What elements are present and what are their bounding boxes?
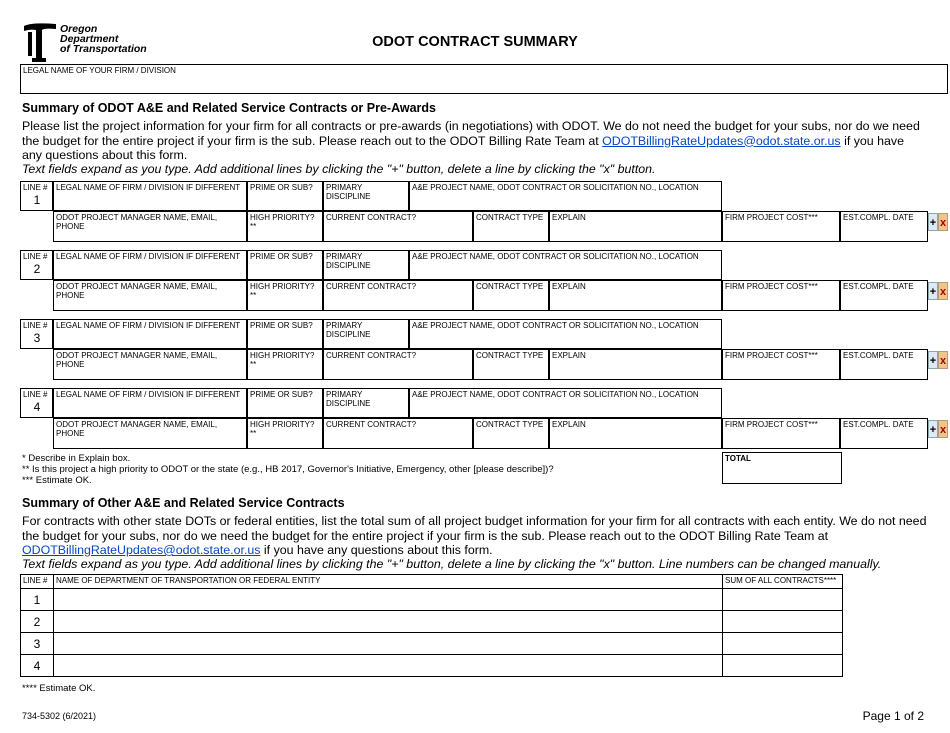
prime-sub-field[interactable] xyxy=(247,181,323,211)
delete-line-button[interactable]: x xyxy=(938,351,948,369)
section1-instruction: Text fields expand as you type. Add additional lines by clicking the "+" button, delete a line by clicking the "x" button. xyxy=(22,162,656,176)
priority-field-label: HIGH PRIORITY?** xyxy=(250,351,315,369)
explain-field-label: EXPLAIN xyxy=(552,213,586,222)
logo-line-department: Department xyxy=(60,33,119,45)
section2-intro-text: For contracts with other state DOTs or federal entities, list the total sum of all project budget information for your firm for all contracts with each entity. We do not need the budget for your subs, nor do we need the budget for the entire project if your firm is the sub. Please reach out to the ODOT Billing Rate Team at xyxy=(22,514,927,543)
entity-name-field[interactable] xyxy=(54,611,723,633)
project-field[interactable] xyxy=(409,388,722,418)
section2-intro-text-end: if you have any questions about this form. xyxy=(260,543,493,557)
page-number: Page 1 of 2 xyxy=(862,709,924,723)
sum-field[interactable] xyxy=(723,655,843,677)
col-line: LINE # xyxy=(21,575,54,589)
manager-field[interactable] xyxy=(53,418,247,449)
est-date-field[interactable] xyxy=(840,418,928,449)
priority-field[interactable] xyxy=(247,280,323,311)
cost-field[interactable] xyxy=(722,418,840,449)
est-date-field-label: EST.COMPL. DATE xyxy=(843,420,914,429)
project-field-label: A&E PROJECT NAME, ODOT CONTRACT OR SOLICITATION NO., LOCATION xyxy=(412,183,699,192)
row-line-number[interactable]: 2 xyxy=(21,611,54,633)
firm-field-label: LEGAL NAME OF FIRM / DIVISION IF DIFFERENT xyxy=(56,183,241,192)
table-row xyxy=(21,655,843,677)
prime-sub-field-label: PRIME OR SUB? xyxy=(250,321,313,330)
section2-instruction: Text fields expand as you type. Add additional lines by clicking the "+" button, delete a line by clicking the "x" button. Line numbers can be changed manually. xyxy=(22,557,882,571)
sum-field[interactable] xyxy=(723,611,843,633)
prime-sub-field-label: PRIME OR SUB? xyxy=(250,390,313,399)
col-sum: SUM OF ALL CONTRACTS**** xyxy=(723,575,843,589)
footnote-1: * Describe in Explain box. xyxy=(22,453,131,464)
manager-field-label: ODOT PROJECT MANAGER NAME, EMAIL, PHONE xyxy=(56,213,218,231)
priority-field[interactable] xyxy=(247,211,323,242)
explain-field[interactable] xyxy=(549,280,722,311)
project-field-label: A&E PROJECT NAME, ODOT CONTRACT OR SOLICITATION NO., LOCATION xyxy=(412,390,699,399)
line-number: 1 xyxy=(33,193,41,207)
prime-sub-field[interactable] xyxy=(247,319,323,349)
explain-field-label: EXPLAIN xyxy=(552,282,586,291)
section2-footnote: **** Estimate OK. xyxy=(22,683,96,694)
add-line-button[interactable]: + xyxy=(928,351,938,369)
prime-sub-field[interactable] xyxy=(247,388,323,418)
current-contract-field[interactable] xyxy=(323,418,473,449)
prime-sub-field[interactable] xyxy=(247,250,323,280)
delete-line-button[interactable]: x xyxy=(938,213,948,231)
discipline-field-label: PRIMARY DISCIPLINE xyxy=(326,321,371,339)
discipline-field-label: PRIMARY DISCIPLINE xyxy=(326,183,371,201)
footnote-2: ** Is this project a high priority to ODOT or the state (e.g., HB 2017, Governor's Initiative, Emergency, other [please describe])? xyxy=(22,464,554,475)
sum-field[interactable] xyxy=(723,633,843,655)
manager-field[interactable] xyxy=(53,349,247,380)
line-number: 2 xyxy=(33,262,41,276)
current-contract-field-label: CURRENT CONTRACT? xyxy=(326,282,417,291)
section1-email-link[interactable]: ODOTBillingRateUpdates@odot.state.or.us xyxy=(602,133,841,148)
firm-field[interactable] xyxy=(53,181,247,211)
firm-field-label: LEGAL NAME OF FIRM / DIVISION IF DIFFERENT xyxy=(56,321,241,330)
firm-field[interactable] xyxy=(53,319,247,349)
explain-field[interactable] xyxy=(549,418,722,449)
section1-footnotes xyxy=(22,453,554,486)
line-label-label: LINE # xyxy=(23,183,48,192)
section1-intro-text-end: if you have any questions about this form. xyxy=(22,133,904,162)
line-number: 4 xyxy=(33,400,41,414)
est-date-field[interactable] xyxy=(840,211,928,242)
firm-field[interactable] xyxy=(53,388,247,418)
est-date-field[interactable] xyxy=(840,280,928,311)
current-contract-field[interactable] xyxy=(323,211,473,242)
firm-name-field[interactable] xyxy=(20,64,948,94)
footnote-3: *** Estimate OK. xyxy=(22,475,92,486)
table-row xyxy=(21,589,843,611)
discipline-field-label: PRIMARY DISCIPLINE xyxy=(326,390,371,408)
prime-sub-field-label: PRIME OR SUB? xyxy=(250,183,313,192)
other-table-header xyxy=(21,575,843,589)
priority-field-label: HIGH PRIORITY?** xyxy=(250,282,315,300)
current-contract-field[interactable] xyxy=(323,349,473,380)
manager-field[interactable] xyxy=(53,211,247,242)
section2-heading: Summary of Other A&E and Related Service Contracts xyxy=(22,496,345,510)
section1-intro xyxy=(22,119,927,163)
est-date-field[interactable] xyxy=(840,349,928,380)
discipline-field-label: PRIMARY DISCIPLINE xyxy=(326,252,371,270)
logo-line-transportation: of Transportation xyxy=(60,43,147,55)
firm-field-label: LEGAL NAME OF FIRM / DIVISION IF DIFFERENT xyxy=(56,252,241,261)
add-line-button[interactable]: + xyxy=(928,213,938,231)
contract-type-field[interactable] xyxy=(473,418,549,449)
add-line-button[interactable]: + xyxy=(928,420,938,438)
contract-type-field-label: CONTRACT TYPE xyxy=(476,282,544,291)
discipline-field[interactable] xyxy=(323,181,409,211)
line-label-label: LINE # xyxy=(23,252,48,261)
total-field[interactable] xyxy=(722,452,842,484)
manager-field-label: ODOT PROJECT MANAGER NAME, EMAIL, PHONE xyxy=(56,282,218,300)
explain-field-label: EXPLAIN xyxy=(552,351,586,360)
col-entity: NAME OF DEPARTMENT OF TRANSPORTATION OR FEDERAL ENTITY xyxy=(54,575,723,589)
current-contract-field-label: CURRENT CONTRACT? xyxy=(326,213,417,222)
contract-type-field-label: CONTRACT TYPE xyxy=(476,420,544,429)
priority-field-label: HIGH PRIORITY?** xyxy=(250,420,315,438)
priority-field-label: HIGH PRIORITY?** xyxy=(250,213,315,231)
project-field[interactable] xyxy=(409,250,722,280)
section2-intro xyxy=(22,514,927,558)
prime-sub-field-label: PRIME OR SUB? xyxy=(250,252,313,261)
priority-field[interactable] xyxy=(247,418,323,449)
contract-type-field-label: CONTRACT TYPE xyxy=(476,351,544,360)
explain-field-label: EXPLAIN xyxy=(552,420,586,429)
sum-field[interactable] xyxy=(723,589,843,611)
section1-intro-text: Please list the project information for your firm for all contracts or pre-awards (in negotiations) with ODOT. We do not need the budget for your subs, nor do we need the budget for the entire project if your firm is the sub. Please reach out to the ODOT Billing Rate Team at xyxy=(22,119,920,148)
delete-line-button[interactable]: x xyxy=(938,420,948,438)
manager-field[interactable] xyxy=(53,280,247,311)
section2-email-link[interactable]: ODOTBillingRateUpdates@odot.state.or.us xyxy=(22,543,261,557)
est-date-field-label: EST.COMPL. DATE xyxy=(843,282,914,291)
logo-line-oregon: Oregon xyxy=(60,23,98,35)
cost-field-label: FIRM PROJECT COST*** xyxy=(725,420,818,429)
project-field[interactable] xyxy=(409,319,722,349)
delete-line-button[interactable]: x xyxy=(938,282,948,300)
entity-name-field[interactable] xyxy=(54,633,723,655)
contract-type-field[interactable] xyxy=(473,280,549,311)
discipline-field[interactable] xyxy=(323,319,409,349)
manager-field-label: ODOT PROJECT MANAGER NAME, EMAIL, PHONE xyxy=(56,351,218,369)
contract-type-field[interactable] xyxy=(473,211,549,242)
cost-field[interactable] xyxy=(722,349,840,380)
est-date-field-label: EST.COMPL. DATE xyxy=(843,213,914,222)
section1-heading: Summary of ODOT A&E and Related Service Contracts or Pre-Awards xyxy=(22,101,437,115)
firm-name-label: LEGAL NAME OF YOUR FIRM / DIVISION xyxy=(23,66,176,75)
manager-field-label: ODOT PROJECT MANAGER NAME, EMAIL, PHONE xyxy=(56,420,218,438)
priority-field[interactable] xyxy=(247,349,323,380)
firm-field-label: LEGAL NAME OF FIRM / DIVISION IF DIFFERENT xyxy=(56,390,241,399)
entity-name-field[interactable] xyxy=(54,589,723,611)
row-line-number[interactable]: 3 xyxy=(21,633,54,655)
discipline-field[interactable] xyxy=(323,388,409,418)
contract-type-field-label: CONTRACT TYPE xyxy=(476,213,544,222)
line-label-label: LINE # xyxy=(23,390,48,399)
table-row xyxy=(21,633,843,655)
cost-field-label: FIRM PROJECT COST*** xyxy=(725,213,818,222)
row-line-number[interactable]: 1 xyxy=(21,589,54,611)
cost-field[interactable] xyxy=(722,211,840,242)
current-contract-field-label: CURRENT CONTRACT? xyxy=(326,351,417,360)
cost-field[interactable] xyxy=(722,280,840,311)
current-contract-field[interactable] xyxy=(323,280,473,311)
line-number: 3 xyxy=(33,331,41,345)
project-field[interactable] xyxy=(409,181,722,211)
current-contract-field-label: CURRENT CONTRACT? xyxy=(326,420,417,429)
est-date-field-label: EST.COMPL. DATE xyxy=(843,351,914,360)
project-field-label: A&E PROJECT NAME, ODOT CONTRACT OR SOLICITATION NO., LOCATION xyxy=(412,321,699,330)
firm-field[interactable] xyxy=(53,250,247,280)
entity-name-field[interactable] xyxy=(54,655,723,677)
cost-field-label: FIRM PROJECT COST*** xyxy=(725,282,818,291)
project-field-label: A&E PROJECT NAME, ODOT CONTRACT OR SOLICITATION NO., LOCATION xyxy=(412,252,699,261)
total-label: TOTAL xyxy=(725,454,751,463)
cost-field-label: FIRM PROJECT COST*** xyxy=(725,351,818,360)
add-line-button[interactable]: + xyxy=(928,282,938,300)
row-line-number[interactable]: 4 xyxy=(21,655,54,677)
line-label-label: LINE # xyxy=(23,321,48,330)
explain-field[interactable] xyxy=(549,349,722,380)
table-row xyxy=(21,611,843,633)
contract-type-field[interactable] xyxy=(473,349,549,380)
discipline-field[interactable] xyxy=(323,250,409,280)
form-number: 734-5302 (6/2021) xyxy=(22,711,97,721)
other-contracts-table xyxy=(20,574,843,677)
explain-field[interactable] xyxy=(549,211,722,242)
page-title: ODOT CONTRACT SUMMARY xyxy=(372,34,578,50)
